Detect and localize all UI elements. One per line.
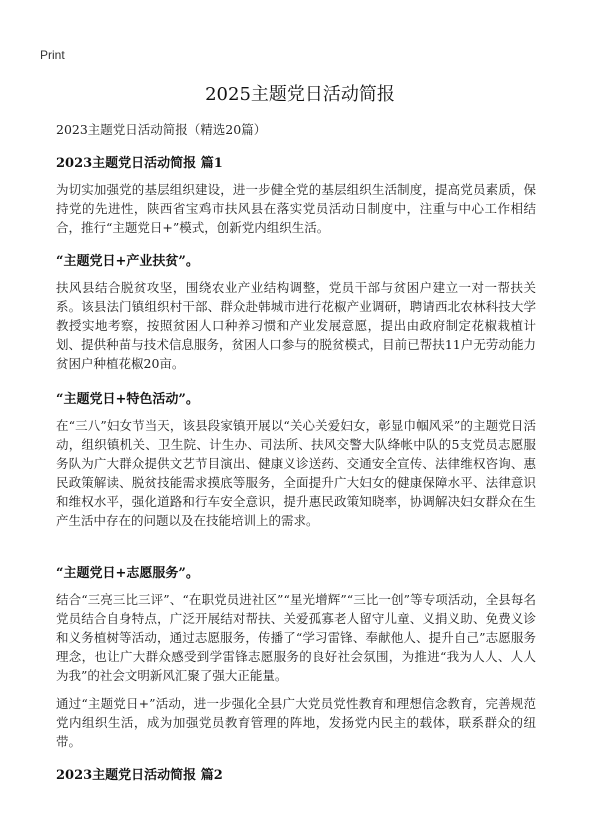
section-industry-paragraph: 扶风县结合脱贫攻坚，围绕农业产业结构调整，党员干部与贫困户建立一对一帮扶关系。该县法门镇组织村干部、群众赴韩城市进行花椒产业调研，聘请西北农林科技大学教授实地考察，按照贫困人口种养习惯和产业发展意愿，提出由政府制定花椒栽植计划、提供种苗与技术信息服务，贫困人口参与的脱贫模式，目前已帮扶11户无劳动能力贫困户种植花椒20亩。 (56, 280, 536, 371)
part-1-heading: 2023主题党日活动简报 篇1 (56, 156, 223, 171)
section-activity-heading: “主题党日+特色活动”。 (56, 392, 199, 407)
intro-paragraph: 为切实加强党的基层组织建设，进一步健全党的基层组织生活制度，提高党员素质，保持党的先进性，陕西省宝鸡市扶风县在落实党员活动日制度中，注重与中心工作相结合，推行“主题党日+”模式，创新党内组织生活。 (56, 182, 536, 235)
part-2-heading: 2023主题党日活动简报 篇2 (56, 768, 223, 783)
page-title: 2025主题党日活动简报 (205, 84, 395, 105)
section-volunteer-paragraph: 结合“三亮三比三评”、“在职党员进社区”“星光增辉”“三比一创”等专项活动，全县每名党员结合自身特点，广泛开展结对帮扶、关爱孤寡老人留守儿童、义捐义助、免费义诊和义务植树等活动，通过志愿服务，传播了“学习雷锋、奉献他人、提升自己”志愿服务理念，也让广大群众感受到学雷锋志愿服务的良好社会氛围，为推进“我为人人、人人为我”的社会文明新风汇聚了强大正能量。 (56, 592, 536, 683)
document-subtitle: 2023主题党日活动简报（精选20篇） (56, 122, 267, 137)
section-industry-heading: “主题党日+产业扶贫”。 (56, 254, 199, 269)
closing-paragraph: 通过“主题党日+”活动，进一步强化全县广大党员党性教育和理想信念教育，完善规范党内组织生活，成为加强党员教育管理的阵地，发扬党内民主的载体，联系群众的纽带。 (56, 696, 536, 749)
section-activity-paragraph: 在“三八”妇女节当天，该县段家镇开展以“关心关爱妇女，彰显巾帼风采”的主题党日活动，组织镇机关、卫生院、计生办、司法所、扶风交警大队绛帐中队的5支党员志愿服务队为广大群众提供文艺节目演出、健康义诊送药、交通安全宣传、法律维权咨询、惠民政策解读、脱贫技能需求摸底等服务，全面提升广大妇女的健康保障水平、法律意识和维权水平，强化道路和行车安全意识，提升惠民政策知晓率，协调解决妇女群众在生产生活中存在的问题以及在技能培训上的需求。 (56, 418, 536, 528)
print-link[interactable]: Print (40, 48, 65, 62)
section-volunteer-heading: “主题党日+志愿服务”。 (56, 566, 199, 581)
